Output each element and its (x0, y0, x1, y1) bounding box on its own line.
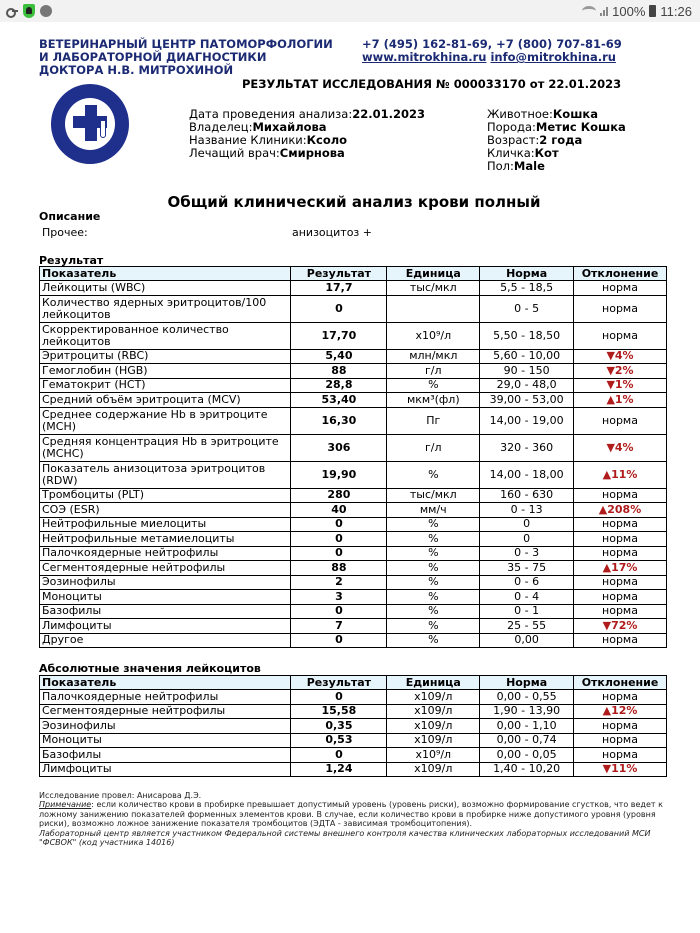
footer-notes (39, 791, 669, 847)
document-title: Общий клинический анализ крови полный (167, 193, 541, 211)
indicator-name: Средняя концентрация Hb в эритроците (MCHC) (40, 434, 291, 461)
info-age: Возраст:2 года (487, 133, 583, 147)
result-value: 0 (291, 690, 387, 705)
deviation: норма (574, 281, 667, 296)
website-link[interactable]: www.mitrokhina.ru (362, 50, 487, 64)
indicator-name: Нейтрофильные метамиелоциты (40, 532, 291, 547)
norm-range: 5,60 - 10,00 (480, 349, 574, 364)
deviation: норма (574, 604, 667, 619)
table-row (40, 690, 667, 705)
description-heading: Описание (39, 210, 101, 223)
norm-range: 0 - 13 (480, 503, 574, 518)
result-value: 17,70 (291, 322, 387, 349)
table-row (40, 517, 667, 532)
status-bar (0, 0, 700, 22)
norm-range: 0,00 - 1,10 (480, 719, 574, 734)
deviation: норма (574, 748, 667, 763)
analysis-info (189, 108, 425, 160)
table-row (40, 488, 667, 503)
col-norm: Норма (480, 267, 574, 281)
indicator-name: Сегментоядерные нейтрофилы (40, 561, 291, 576)
indicator-name: Показатель анизоцитоза эритроцитов (RDW) (40, 461, 291, 488)
org-line-2: И ЛАБОРАТОРНОЙ ДИАГНОСТИКИ (39, 50, 267, 64)
col-result: Результат (291, 676, 387, 690)
norm-range: 35 - 75 (480, 561, 574, 576)
table-row (40, 762, 667, 777)
unit: % (387, 517, 480, 532)
indicator-name: Скорректированное количество лейкоцитов (40, 322, 291, 349)
deviation: норма (574, 690, 667, 705)
table-row (40, 575, 667, 590)
clock: 11:26 (660, 3, 692, 19)
table-row (40, 461, 667, 488)
table-row (40, 561, 667, 576)
table-row (40, 349, 667, 364)
key-icon (6, 8, 18, 14)
result-value: 19,90 (291, 461, 387, 488)
contacts (362, 38, 622, 64)
norm-range: 0,00 - 0,05 (480, 748, 574, 763)
planet-icon (40, 5, 52, 17)
deviation: норма (574, 733, 667, 748)
unit: x109/л (387, 719, 480, 734)
unit: тыс/мкл (387, 488, 480, 503)
result-value: 17,7 (291, 281, 387, 296)
deviation: норма (574, 719, 667, 734)
norm-range: 1,40 - 10,20 (480, 762, 574, 777)
organization-name (39, 38, 333, 77)
deviation: норма (574, 546, 667, 561)
info-nickname: Кличка:Кот (487, 146, 559, 160)
unit: x109/л (387, 690, 480, 705)
deviation: ▲1% (574, 393, 667, 408)
norm-range: 0 (480, 517, 574, 532)
result-value: 280 (291, 488, 387, 503)
result-value: 306 (291, 434, 387, 461)
table-row (40, 704, 667, 719)
indicator-name: Лимфоциты (40, 619, 291, 634)
result-value: 15,58 (291, 704, 387, 719)
unit: % (387, 590, 480, 605)
unit: % (387, 633, 480, 648)
table-row (40, 322, 667, 349)
table-row (40, 378, 667, 393)
result-table (39, 266, 667, 648)
absolute-table (39, 675, 667, 777)
org-line-3: ДОКТОРА Н.В. МИТРОХИНОЙ (39, 63, 234, 77)
deviation: норма (574, 488, 667, 503)
absolute-heading: Абсолютные значения лейкоцитов (39, 662, 261, 675)
col-indicator: Показатель (40, 676, 291, 690)
unit: Пг (387, 407, 480, 434)
deviation: норма (574, 532, 667, 547)
org-line-1: ВЕТЕРИНАРНЫЙ ЦЕНТР ПАТОМОРФОЛОГИИ (39, 37, 333, 51)
result-value: 7 (291, 619, 387, 634)
absolute-table-body (40, 690, 667, 777)
deviation: ▼72% (574, 619, 667, 634)
deviation: норма (574, 295, 667, 322)
table-row (40, 719, 667, 734)
indicator-name: Сегментоядерные нейтрофилы (40, 704, 291, 719)
result-value: 0,35 (291, 719, 387, 734)
col-indicator: Показатель (40, 267, 291, 281)
norm-range: 0,00 (480, 633, 574, 648)
norm-range: 39,00 - 53,00 (480, 393, 574, 408)
norm-range: 0 - 4 (480, 590, 574, 605)
table-row (40, 532, 667, 547)
norm-range: 160 - 630 (480, 488, 574, 503)
deviation: ▲17% (574, 561, 667, 576)
norm-range: 29,0 - 48,0 (480, 378, 574, 393)
deviation: норма (574, 590, 667, 605)
unit: % (387, 378, 480, 393)
unit: % (387, 546, 480, 561)
result-value: 0,53 (291, 733, 387, 748)
note: Примечание: если количество крови в пробирке превышает допустимый уровень (уровень риски), возможно формирование сгустков, что ведет к ложному занижению показателей форменных элементов крови. В случае, если количество крови в пробирке ниже допустимого уровня (уровня риски), возможно ложное занижение показателя тромбоцитов (ЭДТА - зависимая тромбоцитопения). (39, 800, 663, 829)
performed-by: Исследование провел: Анисарова Д.Э. (39, 791, 202, 800)
norm-range: 0 (480, 532, 574, 547)
result-value: 3 (291, 590, 387, 605)
table-header (40, 267, 667, 281)
table-row (40, 633, 667, 648)
indicator-name: Моноциты (40, 733, 291, 748)
indicator-name: Базофилы (40, 604, 291, 619)
unit: x109/л (387, 762, 480, 777)
unit: % (387, 532, 480, 547)
info-doctor: Лечащий врач:Смирнова (189, 146, 345, 160)
indicator-name: Лейкоциты (WBC) (40, 281, 291, 296)
indicator-name: Среднее содержание Hb в эритроците (MCH) (40, 407, 291, 434)
result-value: 1,24 (291, 762, 387, 777)
norm-range: 14,00 - 18,00 (480, 461, 574, 488)
deviation: норма (574, 517, 667, 532)
result-value: 0 (291, 748, 387, 763)
clinic-logo-icon (51, 84, 129, 164)
email-link[interactable]: info@mitrokhina.ru (490, 50, 616, 64)
table-row (40, 364, 667, 379)
result-value: 0 (291, 546, 387, 561)
indicator-name: Лимфоциты (40, 762, 291, 777)
deviation: ▼4% (574, 349, 667, 364)
indicator-name: Гемоглобин (HGB) (40, 364, 291, 379)
result-table-body (40, 281, 667, 648)
vpn-shield-icon (23, 4, 35, 18)
indicator-name: Тромбоциты (PLT) (40, 488, 291, 503)
description-value: анизоцитоз + (292, 226, 372, 239)
table-row (40, 295, 667, 322)
indicator-name: Средний объём эритроцита (MCV) (40, 393, 291, 408)
unit: % (387, 619, 480, 634)
unit: г/л (387, 364, 480, 379)
unit: % (387, 575, 480, 590)
indicator-name: Палочкоядерные нейтрофилы (40, 690, 291, 705)
unit: тыс/мкл (387, 281, 480, 296)
unit: мм/ч (387, 503, 480, 518)
table-row (40, 619, 667, 634)
info-date: Дата проведения анализа:22.01.2023 (189, 107, 425, 121)
norm-range: 0 - 6 (480, 575, 574, 590)
deviation: ▲11% (574, 461, 667, 488)
result-value: 53,40 (291, 393, 387, 408)
indicator-name: Эозинофилы (40, 575, 291, 590)
norm-range: 0 - 1 (480, 604, 574, 619)
table-row (40, 546, 667, 561)
info-owner: Владелец:Михайлова (189, 120, 327, 134)
table-row (40, 434, 667, 461)
col-deviation: Отклонение (574, 676, 667, 690)
test-tube-icon (100, 120, 106, 138)
deviation: норма (574, 633, 667, 648)
norm-range: 1,90 - 13,90 (480, 704, 574, 719)
result-value: 0 (291, 295, 387, 322)
deviation: ▼1% (574, 378, 667, 393)
table-row (40, 604, 667, 619)
deviation: норма (574, 575, 667, 590)
indicator-name: Эозинофилы (40, 719, 291, 734)
unit: x109/л (387, 733, 480, 748)
info-animal: Животное:Кошка (487, 107, 598, 121)
table-row (40, 407, 667, 434)
table-row (40, 748, 667, 763)
col-unit: Единица (387, 676, 480, 690)
indicator-name: Палочкоядерные нейтрофилы (40, 546, 291, 561)
result-value: 40 (291, 503, 387, 518)
unit: % (387, 561, 480, 576)
unit (387, 295, 480, 322)
result-value: 16,30 (291, 407, 387, 434)
col-deviation: Отклонение (574, 267, 667, 281)
deviation: ▼11% (574, 762, 667, 777)
description-label: Прочее: (42, 226, 88, 239)
indicator-name: Базофилы (40, 748, 291, 763)
result-value: 0 (291, 517, 387, 532)
indicator-name: Эритроциты (RBC) (40, 349, 291, 364)
indicator-name: Гематокрит (HCT) (40, 378, 291, 393)
accreditation: Лабораторный центр является участником Федеральной системы внешнего контроля качества клинических лабораторных исследований МСИ "ФСВОК" (код участника 14016) (39, 828, 651, 848)
result-value: 0 (291, 633, 387, 648)
deviation: ▲12% (574, 704, 667, 719)
norm-range: 0,00 - 0,74 (480, 733, 574, 748)
indicator-name: СОЭ (ESR) (40, 503, 291, 518)
deviation: норма (574, 322, 667, 349)
deviation: норма (574, 407, 667, 434)
wifi-icon (582, 6, 596, 16)
result-value: 5,40 (291, 349, 387, 364)
col-result: Результат (291, 267, 387, 281)
table-row (40, 733, 667, 748)
norm-range: 5,50 - 18,50 (480, 322, 574, 349)
norm-range: 0,00 - 0,55 (480, 690, 574, 705)
indicator-name: Моноциты (40, 590, 291, 605)
report-number: РЕЗУЛЬТАТ ИССЛЕДОВАНИЯ № 000033170 от 22.01.2023 (242, 77, 622, 91)
table-header (40, 676, 667, 690)
battery-icon (649, 5, 656, 17)
col-norm: Норма (480, 676, 574, 690)
unit: x109/л (387, 704, 480, 719)
phone-numbers: +7 (495) 162-81-69, +7 (800) 707-81-69 (362, 37, 622, 51)
unit: г/л (387, 434, 480, 461)
norm-range: 320 - 360 (480, 434, 574, 461)
indicator-name: Нейтрофильные миелоциты (40, 517, 291, 532)
unit: % (387, 604, 480, 619)
info-breed: Порода:Метис Кошка (487, 120, 626, 134)
result-value: 28,8 (291, 378, 387, 393)
table-row (40, 393, 667, 408)
unit: мкм³(фл) (387, 393, 480, 408)
battery-percent: 100% (612, 3, 646, 19)
table-row (40, 281, 667, 296)
deviation: ▼4% (574, 434, 667, 461)
unit: % (387, 461, 480, 488)
signal-icon (600, 6, 608, 16)
norm-range: 0 - 5 (480, 295, 574, 322)
indicator-name: Другое (40, 633, 291, 648)
col-unit: Единица (387, 267, 480, 281)
unit: x10⁹/л (387, 322, 480, 349)
result-value: 0 (291, 532, 387, 547)
result-value: 88 (291, 364, 387, 379)
animal-info (487, 108, 626, 173)
info-sex: Пол:Male (487, 159, 545, 173)
table-row (40, 590, 667, 605)
norm-range: 0 - 3 (480, 546, 574, 561)
norm-range: 5,5 - 18,5 (480, 281, 574, 296)
unit: x10⁹/л (387, 748, 480, 763)
table-row (40, 503, 667, 518)
info-clinic: Название Клиники:Ксоло (189, 133, 348, 147)
unit: млн/мкл (387, 349, 480, 364)
norm-range: 14,00 - 19,00 (480, 407, 574, 434)
norm-range: 25 - 55 (480, 619, 574, 634)
norm-range: 90 - 150 (480, 364, 574, 379)
indicator-name: Количество ядерных эритроцитов/100 лейкоцитов (40, 295, 291, 322)
deviation: ▲208% (574, 503, 667, 518)
result-value: 2 (291, 575, 387, 590)
result-heading: Результат (39, 254, 104, 267)
result-value: 88 (291, 561, 387, 576)
deviation: ▼2% (574, 364, 667, 379)
result-value: 0 (291, 604, 387, 619)
